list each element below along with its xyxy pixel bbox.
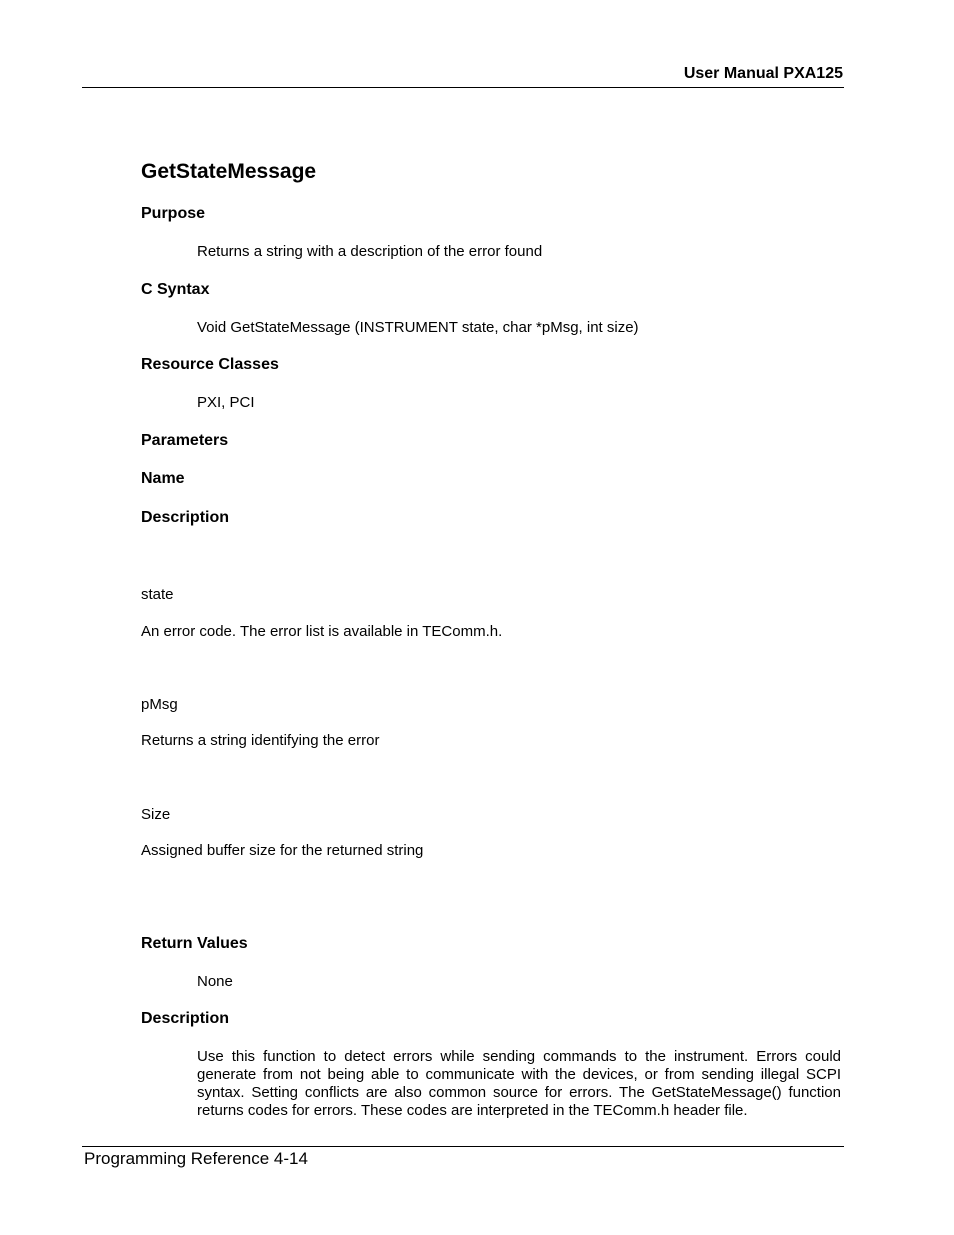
footer-rule bbox=[82, 1146, 844, 1147]
syntax-text: Void GetStateMessage (INSTRUMENT state, char *pMsg, int size) bbox=[197, 319, 639, 336]
return-values-heading: Return Values bbox=[141, 935, 248, 952]
resource-classes-text: PXI, PCI bbox=[197, 394, 255, 411]
parameter-description: Assigned buffer size for the returned string bbox=[141, 842, 424, 859]
parameter-name-heading: Name bbox=[141, 470, 185, 487]
parameter-name: pMsg bbox=[141, 696, 178, 713]
parameter-name: state bbox=[141, 586, 174, 603]
parameter-description-heading: Description bbox=[141, 509, 230, 526]
parameters-heading: Parameters bbox=[141, 432, 229, 449]
purpose-heading: Purpose bbox=[141, 205, 206, 222]
resource-classes-heading: Resource Classes bbox=[141, 356, 279, 373]
function-title: GetStateMessage bbox=[141, 160, 317, 183]
parameter-description: An error code. The error list is available in TEComm.h. bbox=[141, 623, 503, 640]
parameter-description: Returns a string identifying the error bbox=[141, 732, 380, 749]
return-values-text: None bbox=[197, 973, 233, 990]
description-paragraph: Use this function to detect errors while sending commands to the instrument. Errors could generate from not being able to communicate with the devices, or from sending illegal SCPI syntax. Setting conflicts are also common source for errors. The GetStateMessage() function returns codes for errors. These codes are interpreted in the TEComm.h header file. bbox=[197, 1048, 841, 1119]
header-rule bbox=[82, 87, 844, 88]
syntax-heading: C Syntax bbox=[141, 281, 210, 298]
purpose-text: Returns a string with a description of the error found bbox=[197, 243, 543, 260]
description-heading: Description bbox=[141, 1010, 230, 1027]
page-footer: Programming Reference 4-14 bbox=[84, 1149, 308, 1168]
running-header-title: User Manual PXA125 bbox=[683, 65, 843, 82]
parameter-name: Size bbox=[141, 806, 171, 823]
